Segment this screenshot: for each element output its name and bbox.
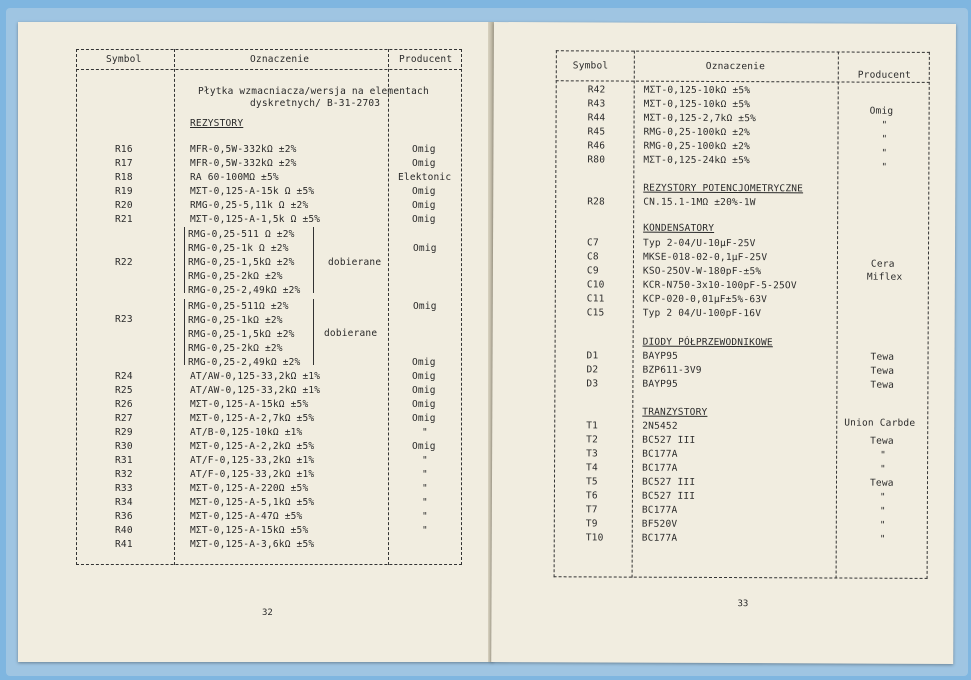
table-row-description: MKSE-018-02-0,1μF-25V (642, 251, 768, 264)
table-row-producer: " (422, 427, 428, 438)
header-producent: Producent (399, 54, 453, 65)
option-item: RMG-0,25-1,5kΩ ±2% (188, 329, 295, 340)
table-row-description: AT/B-0,125-10kΩ ±1% (190, 427, 303, 438)
symbol-r22: R22 (115, 257, 133, 268)
option-item: RMG-0,25-1,5kΩ ±2% (188, 257, 295, 268)
table-row-symbol: R33 (115, 483, 133, 494)
table-row-producer: " (881, 119, 888, 131)
table-row-description: BZP611-3V9 (642, 364, 702, 376)
table-row-description: 2N5452 (642, 420, 678, 432)
table-row-producer: " (881, 147, 888, 159)
table-row-description: MΣT-0,125-A-1,5k Ω ±5% (190, 214, 321, 225)
table-row-symbol: T6 (585, 490, 598, 502)
table-row-producer: Omig (412, 200, 436, 211)
table-row-symbol: R20 (115, 200, 133, 211)
option-item: RMG-0,25-2kΩ ±2% (188, 271, 283, 282)
symbol-r28: R28 (587, 196, 606, 208)
table-row-symbol: R27 (115, 413, 133, 424)
table-row-producer: Omig (869, 105, 894, 117)
table-row-description: BC527 III (641, 476, 696, 488)
producer-miflex: Miflex (866, 271, 903, 283)
header-divider (76, 69, 462, 70)
table-row-producer: Omig (412, 186, 436, 197)
table-row-symbol: R16 (115, 144, 133, 155)
producer-r23: Omig (413, 301, 437, 312)
table-row-producer: Omig (412, 385, 436, 396)
table-row-symbol: T5 (585, 476, 598, 488)
table-row-description: AT/AW-0,125-33,2kΩ ±1% (190, 385, 321, 396)
table-row-description: MΣT-0,125-A-2,7kΩ ±5% (190, 413, 315, 424)
table-row-symbol: R42 (587, 84, 606, 96)
table-row-symbol: R17 (115, 158, 133, 169)
table-row-symbol: T4 (586, 462, 598, 474)
table-row-producer: " (879, 491, 886, 503)
table-row-symbol: R32 (115, 469, 133, 480)
table-row-producer: " (880, 463, 886, 475)
table-row-producer: " (422, 525, 428, 536)
table-row-description: BC527 III (642, 434, 696, 446)
table-row-description: RMG-0,25-100kΩ ±2% (643, 126, 751, 139)
table-row-producer: " (881, 161, 888, 173)
table-row-description: BC177A (641, 532, 678, 544)
note-r22: dobierane (328, 257, 382, 268)
table-row-symbol: R40 (115, 525, 133, 536)
table-row-symbol: R18 (115, 172, 133, 183)
table-row-description: AT/F-0,125-33,2kΩ ±1% (190, 455, 315, 466)
producer-cera: Cera (870, 258, 895, 270)
table-row-symbol: T2 (586, 434, 599, 446)
left-page (18, 22, 493, 662)
table-row-symbol: R45 (587, 126, 606, 138)
table-row-symbol: T1 (586, 420, 599, 432)
table-row-symbol: R21 (115, 214, 133, 225)
table-row-producer: " (422, 469, 428, 480)
right-page (491, 22, 956, 664)
table-row-symbol: R25 (115, 385, 133, 396)
table-row-symbol: T7 (585, 504, 598, 516)
table-row-description: KCR-N750-3x10-100pF-5-25OV (642, 279, 797, 292)
table-row-producer: " (422, 511, 428, 522)
table-row-description: RMG-0,25-5,11k Ω ±2% (190, 200, 309, 211)
table-row-symbol: C7 (587, 237, 599, 249)
desc-r28: CN.15.1-1MΩ ±20%-1W (643, 196, 756, 209)
table-row-description: MΣT-0,125-A-5,1kΩ ±5% (190, 497, 315, 508)
table-row-producer: Tewa (870, 435, 894, 447)
table-row-symbol: C15 (586, 307, 605, 319)
table-row-symbol: C9 (586, 265, 599, 277)
board-title-line2: dyskretnych/ B-31-2703 (250, 98, 381, 109)
table-row-symbol: R29 (115, 427, 133, 438)
table-row-description: AT/AW-0,125-33,2kΩ ±1% (190, 371, 321, 382)
header-oznaczenie: Oznaczenie (250, 54, 310, 65)
table-row-description: MΣT-0,125-A-47Ω ±5% (190, 511, 303, 522)
table-row-symbol: T10 (585, 532, 604, 544)
table-row-producer: Tewa (870, 379, 895, 391)
table-row-producer: " (879, 533, 886, 545)
table-row-symbol: R30 (115, 441, 133, 452)
table-row-producer: Omig (412, 158, 436, 169)
table-row-description: RMG-0,25-100kΩ ±2% (643, 140, 751, 153)
option-item: RMG-0,25-1k Ω ±2% (188, 243, 289, 254)
table-row-symbol: R24 (115, 371, 133, 382)
table-row-symbol: T9 (585, 518, 598, 530)
table-row-symbol: R26 (115, 399, 133, 410)
option-item: RMG-0,25-2kΩ ±2% (188, 343, 283, 354)
column-divider (388, 49, 389, 565)
column-divider (174, 49, 175, 565)
table-row-description: MΣT-0,125-2,7kΩ ±5% (643, 112, 757, 125)
table-row-description: MΣT-0,125-A-15kΩ ±5% (190, 525, 309, 536)
table-row-symbol: D3 (586, 378, 599, 390)
header-oznaczenie: Oznaczenie (705, 60, 766, 73)
table-row-symbol: R43 (587, 98, 606, 110)
option-item: RMG-0,25-2,49kΩ ±2% (188, 357, 301, 368)
table-row-description: RA 60-100MΩ ±5% (190, 172, 279, 183)
table-row-description: BC527 III (641, 490, 696, 502)
table-row-symbol: D2 (586, 364, 599, 376)
table-row-producer: Omig (412, 144, 436, 155)
table-row-producer: Omig (412, 441, 436, 452)
table-row-symbol: R19 (115, 186, 133, 197)
table-row-producer: Omig (412, 371, 436, 382)
table-row-description: Typ 2 04/U-100pF-16V (642, 307, 762, 320)
table-row-description: MFR-0,5W-332kΩ ±2% (190, 144, 297, 155)
producer-r22: Omig (413, 243, 437, 254)
table-row-symbol: R31 (115, 455, 133, 466)
table-row-symbol: R34 (115, 497, 133, 508)
table-row-description: MΣT-0,125-A-220Ω ±5% (190, 483, 309, 494)
table-row-description: MΣT-0,125-A-15kΩ ±5% (190, 399, 309, 410)
table-row-description: MΣT-0,125-10kΩ ±5% (643, 84, 751, 97)
table-row-producer: " (880, 449, 887, 461)
table-row-description: KCP-020-0,01μF±5%-63V (642, 293, 768, 306)
option-item: RMG-0,25-511Ω ±2% (188, 301, 289, 312)
table-row-symbol: T3 (586, 448, 598, 460)
table-row-description: MFR-0,5W-332kΩ ±2% (190, 158, 297, 169)
table-row-producer: Omig (412, 399, 436, 410)
table-row-description: BAYP95 (642, 378, 678, 390)
table-row-producer: Tewa (870, 365, 895, 377)
table-row-symbol: R44 (587, 112, 606, 124)
table-row-description: BC177A (641, 504, 678, 516)
table-row-description: BAYP95 (642, 350, 679, 362)
table-row-description: MΣT-0,125-A-3,6kΩ ±5% (190, 539, 315, 550)
section-rezystory: REZYSTORY (190, 118, 244, 129)
table-row-producer: " (879, 505, 886, 517)
note-r23: dobierane (324, 328, 378, 339)
table-row-description: BC177A (642, 462, 678, 474)
table-row-producer: Tewa (870, 351, 895, 363)
header-symbol: Symbol (106, 54, 142, 65)
table-row-description: KSO-25OV-W-180pF-±5% (642, 265, 762, 278)
table-row-symbol: R36 (115, 511, 133, 522)
table-row-producer: Tewa (869, 477, 894, 489)
table-row-description: MΣT-0,125-24kΩ ±5% (643, 154, 750, 167)
section-tranzystory: TRANZYSTORY (642, 406, 708, 418)
table-row-symbol: R46 (587, 140, 606, 152)
table-row-symbol: R80 (587, 154, 606, 166)
table-row-description: MΣT-0,125-10kΩ ±5% (643, 98, 751, 111)
option-item: RMG-0,25-2,49kΩ ±2% (188, 285, 301, 296)
table-row-producer: Union Carbde (844, 417, 916, 429)
table-row-description: Typ 2-04/U-10μF-25V (643, 237, 756, 250)
table-row-producer: Omig (412, 413, 436, 424)
table-row-producer: Omig (412, 357, 436, 368)
section-kondensatory: KONDENSATORY (643, 222, 715, 234)
table-row-description: AT/F-0,125-33,2kΩ ±1% (190, 469, 315, 480)
table-row-symbol: C8 (586, 251, 599, 263)
table-row-description: MΣT-0,125-A-15k Ω ±5% (190, 186, 315, 197)
table-row-symbol: R41 (115, 539, 133, 550)
page-number-left: 32 (262, 608, 273, 618)
table-row-producer: " (422, 455, 428, 466)
table-row-producer: " (881, 133, 888, 145)
page-number-right: 33 (737, 599, 749, 610)
table-row-producer: Omig (412, 214, 436, 225)
header-producent: Producent (857, 69, 912, 81)
table-row-producer: " (422, 497, 428, 508)
table-row-symbol: D1 (586, 350, 599, 362)
table-row-symbol: C11 (586, 293, 605, 305)
table-row-description: BF520V (641, 518, 678, 530)
table-row-symbol: C10 (586, 279, 605, 291)
table-row-description: MΣT-0,125-A-2,2kΩ ±5% (190, 441, 315, 452)
table-row-description: BC177A (642, 448, 678, 460)
section-diody: DIODY PÓŁPRZEWODNIKOWE (642, 336, 773, 349)
header-symbol: Symbol (572, 60, 609, 72)
table-row-producer: " (422, 483, 428, 494)
board-title: Płytka wzmacniacza/wersja na elementach (198, 86, 429, 97)
symbol-r23: R23 (115, 314, 133, 325)
option-item: RMG-0,25-511 Ω ±2% (188, 229, 295, 240)
section-potencjometryczne: REZYSTORY POTENCJOMETRYCZNE (643, 182, 804, 195)
option-item: RMG-0,25-1kΩ ±2% (188, 315, 283, 326)
table-row-producer: " (879, 519, 886, 531)
table-row-producer: Elektonic (398, 172, 452, 183)
